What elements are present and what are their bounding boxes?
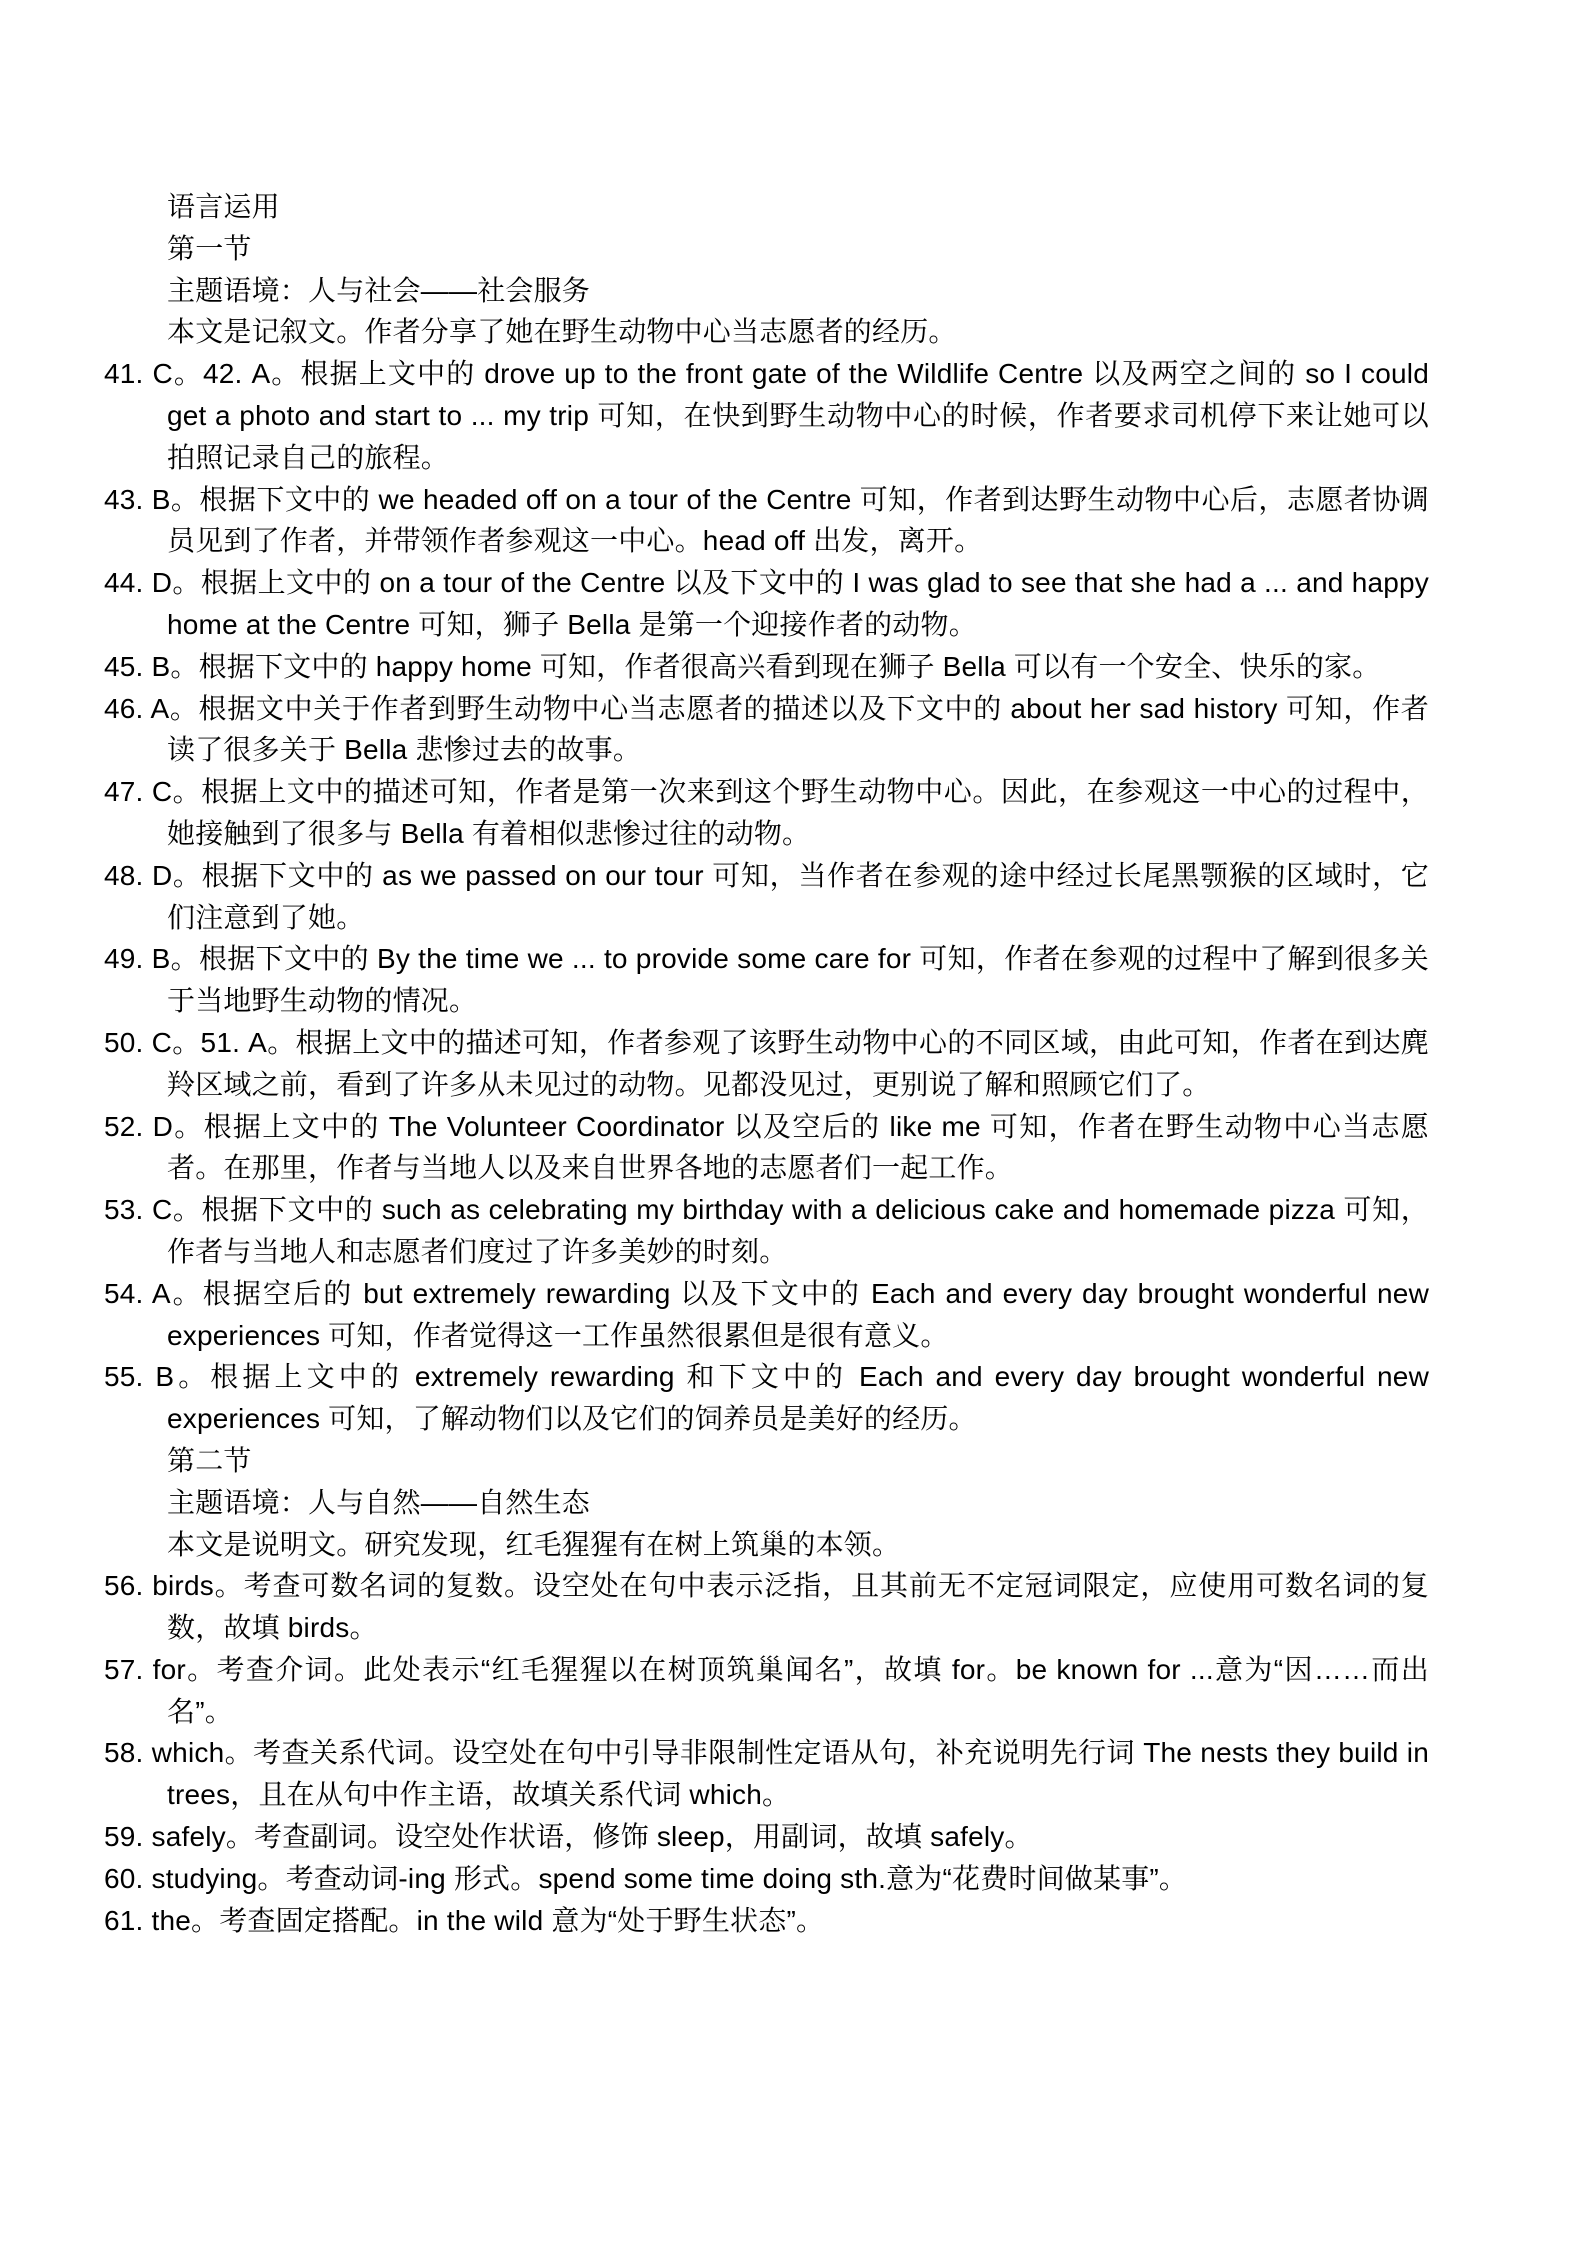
answer-item-50-51: 50. C。51. A。根据上文中的描述可知，作者参观了该野生动物中心的不同区域，由此可知，作者在到达麂羚区域之前，看到了许多从未见过的动物。见都没见过，更别说了解和照顾它们了。 [104, 1026, 1429, 1100]
section2-summary: 本文是说明文。研究发现，红毛猩猩有在树上筑巢的本领。 [167, 1528, 901, 1560]
answer-item-45: 45. B。根据下文中的 happy home 可知，作者很高兴看到现在狮子 Bella 可以有一个安全、快乐的家。 [104, 650, 1381, 682]
answer-item-46: 46. A。根据文中关于作者到野生动物中心当志愿者的描述以及下文中的 about her sad history 可知，作者读了很多关于 Bella 悲惨过去的故事。 [104, 692, 1429, 766]
answer-item-61: 61. the。考查固定搭配。in the wild 意为“处于野生状态”。 [104, 1904, 825, 1936]
section2-subtitle: 第二节 [167, 1444, 252, 1476]
answer-item-60: 60. studying。考查动词-ing 形式。spend some time doing sth.意为“花费时间做某事”。 [104, 1862, 1188, 1894]
answer-item-54: 54. A。根据空后的 but extremely rewarding 以及下文中的 Each and every day brought wonderful new experiences 可知，作者觉得这一工作虽然很累但是很有意义。 [104, 1277, 1429, 1351]
answer-item-41-42: 41. C。42. A。根据上文中的 drove up to the front gate of the Wildlife Centre 以及两空之间的 so I could get a photo and start to ... my trip 可知，在快到野生动物中心的时候，作者要求司机停下来让她可以拍照记录自己的旅程。 [104, 358, 1429, 473]
answer-item-48: 48. D。根据下文中的 as we passed on our tour 可知，当作者在参观的途中经过长尾黑颚猴的区域时，它们注意到了她。 [104, 859, 1429, 933]
answer-item-53: 53. C。根据下文中的 such as celebrating my birthday with a delicious cake and homemade pizza 可知，作者与当地人和志愿者们度过了许多美妙的时刻。 [104, 1194, 1429, 1267]
section1-summary: 本文是记叙文。作者分享了她在野生动物中心当志愿者的经历。 [167, 316, 957, 348]
section2-theme: 主题语境：人与自然——自然生态 [167, 1486, 591, 1518]
answer-item-47: 47. C。根据上文中的描述可知，作者是第一次来到这个野生动物中心。因此，在参观这一中心的过程中，她接触到了很多与 Bella 有着相似悲惨过往的动物。 [104, 776, 1429, 849]
answer-item-57: 57. for。考查介词。此处表示“红毛猩猩以在树顶筑巢闻名”，故填 for。be known for ...意为“因……而出名”。 [104, 1653, 1429, 1727]
answer-item-58: 58. which。考查关系代词。设空处在句中引导非限制性定语从句，补充说明先行词 The nests they build in trees，且在从句中作主语，故填关系代词 which。 [104, 1737, 1429, 1811]
document-page [104, 186, 1429, 1941]
answer-item-59: 59. safely。考查副词。设空处作状语，修饰 sleep，用副词，故填 safely。 [104, 1821, 1033, 1853]
section1-subtitle: 第一节 [167, 232, 252, 264]
section1-title: 语言运用 [167, 191, 280, 222]
answer-item-55: 55. B。根据上文中的 extremely rewarding 和下文中的 Each and every day brought wonderful new experiences 可知，了解动物们以及它们的饲养员是美好的经历。 [104, 1361, 1429, 1435]
answer-item-52: 52. D。根据上文中的 The Volunteer Coordinator 以及空后的 like me 可知，作者在野生动物中心当志愿者。在那里，作者与当地人以及来自世界各地的志愿者们一起工作。 [104, 1110, 1429, 1184]
answer-item-44: 44. D。根据上文中的 on a tour of the Centre 以及下文中的 I was glad to see that she had a ... and happy home at the Centre 可知，狮子 Bella 是第一个迎接作者的动物。 [104, 567, 1429, 640]
answer-item-56: 56. birds。考查可数名词的复数。设空处在句中表示泛指，且其前无不定冠词限定，应使用可数名词的复数，故填 birds。 [104, 1570, 1429, 1644]
section1-theme: 主题语境：人与社会——社会服务 [167, 274, 591, 306]
answer-item-43: 43. B。根据下文中的 we headed off on a tour of the Centre 可知，作者到达野生动物中心后，志愿者协调员见到了作者，并带领作者参观这一中心。head off 出发，离开。 [104, 483, 1429, 557]
answer-item-49: 49. B。根据下文中的 By the time we ... to provide some care for 可知，作者在参观的过程中了解到很多关于当地野生动物的情况。 [104, 943, 1429, 1017]
